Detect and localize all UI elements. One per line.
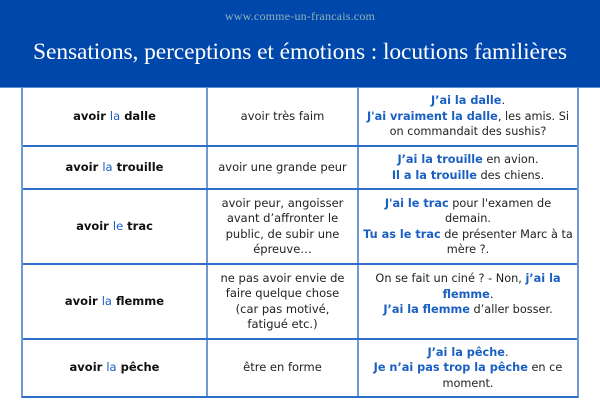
meaning-cell: avoir une grande peur: [208, 147, 359, 188]
meaning-cell: avoir peur, angoisser avant d’affronter le public, de subir une épreuve…: [208, 190, 359, 263]
example-text: en avion.: [482, 153, 539, 166]
example-text: de présenter Marc à ta mère ?.: [440, 227, 573, 256]
examples-cell: [359, 147, 577, 188]
expression-verb: avoir: [76, 218, 109, 233]
example-line: [363, 109, 573, 140]
table-row: [23, 340, 577, 396]
expression-noun: flemme: [115, 293, 165, 308]
example-text: On se fait un ciné ? - Non,: [375, 272, 526, 285]
example-line: [363, 360, 573, 391]
expression-article: la: [102, 159, 113, 174]
expression-cell: [23, 88, 208, 145]
example-text: .: [501, 94, 506, 108]
example-highlight: J'ai vraiment la dalle: [366, 109, 498, 123]
example-highlight: J’ai la pêche: [427, 345, 505, 359]
table-row: [23, 88, 577, 147]
meaning-cell: avoir très faim: [208, 88, 359, 145]
example-line: [363, 93, 573, 109]
example-line: [363, 302, 573, 318]
expression-verb: avoir: [69, 360, 103, 375]
expression-article: la: [109, 108, 121, 123]
example-line: [392, 168, 544, 184]
expressions-table: [21, 88, 579, 398]
expression-noun: trouille: [116, 159, 164, 174]
expression-noun: trac: [127, 218, 153, 233]
example-text: , les amis. Si on commandait des sushis?: [389, 109, 570, 139]
example-highlight: Il a la trouille: [391, 168, 477, 182]
expression-noun: pêche: [120, 360, 160, 375]
example-line: [363, 345, 573, 361]
meaning-cell: être en forme: [208, 340, 359, 396]
expression-noun: dalle: [124, 108, 156, 123]
example-text: .: [489, 287, 494, 301]
example-line: [363, 196, 573, 227]
expression-verb: avoir: [64, 293, 98, 308]
example-highlight: Je n’ai pas trop la pêche: [373, 361, 528, 375]
examples-cell: [359, 190, 577, 263]
meaning-cell: ne pas avoir envie de faire quelque chose (car pas motivé, fatigué etc.): [208, 265, 359, 338]
example-text: pour l'examen de demain.: [445, 196, 552, 225]
example-highlight: Tu as le trac: [363, 227, 441, 241]
example-line: [363, 271, 573, 302]
expression-cell: [23, 340, 208, 396]
expression-verb: avoir: [65, 159, 99, 174]
example-highlight: J’ai la dalle: [430, 94, 502, 108]
example-highlight: J'ai le trac: [384, 196, 449, 210]
expression-article: la: [101, 293, 112, 308]
example-line: [363, 227, 573, 258]
expression-article: la: [106, 360, 117, 375]
expression-verb: avoir: [73, 108, 106, 123]
table-row: [23, 265, 577, 340]
examples-cell: [359, 340, 577, 396]
example-highlight: J’ai la trouille: [397, 153, 483, 166]
table-row: [23, 190, 577, 265]
examples-cell: [359, 265, 577, 338]
example-text: d’aller bosser.: [469, 303, 553, 316]
examples-cell: [359, 88, 577, 145]
example-line: [392, 152, 544, 168]
table-row: [23, 147, 577, 190]
example-text: .: [504, 345, 509, 359]
example-highlight: j’ai la flemme: [442, 272, 561, 301]
expression-article: le: [112, 218, 124, 233]
example-text: des chiens.: [476, 168, 545, 182]
header-banner: [0, 0, 600, 88]
example-highlight: J’ai la flemme: [383, 303, 470, 316]
example-text: en ce moment.: [442, 361, 563, 390]
expression-cell: [23, 147, 208, 188]
site-url: www.comme-un-francais.com: [224, 9, 376, 23]
page-title: Sensations, perceptions et émotions : locutions familières: [33, 39, 567, 65]
expression-cell: [23, 190, 208, 263]
expression-cell: [23, 265, 208, 338]
